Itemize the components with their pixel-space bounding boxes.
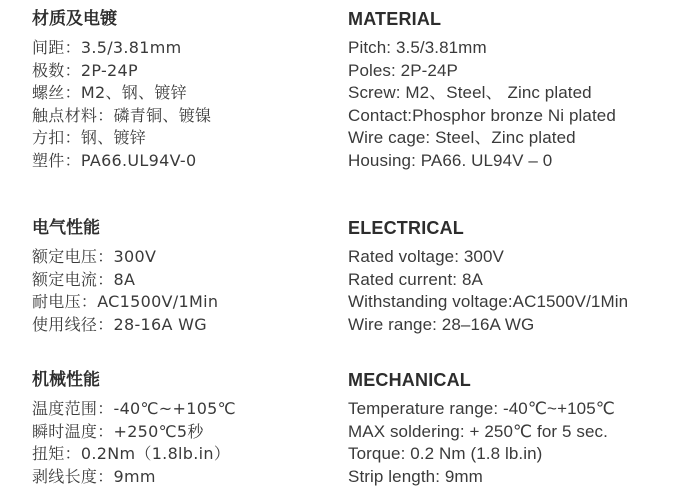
torque-spec-en: Torque: 0.2 Nm (1.8 lb.in) <box>348 444 543 463</box>
material-section-en <box>348 8 688 172</box>
wire-cage-spec-en: Wire cage: Steel、Zinc plated <box>348 128 576 147</box>
contact-spec-en: Contact:Phosphor bronze Ni plated <box>348 105 616 125</box>
soldering-spec-cn: 瞬时温度：+250℃5秒 <box>32 421 204 441</box>
torque-spec-cn: 扭矩：0.2Nm（1.8lb.in） <box>32 444 231 463</box>
rated-current-spec-cn: 额定电流：8A <box>32 269 136 289</box>
material-section-cn <box>32 8 332 172</box>
temperature-range-spec-en: Temperature range: -40℃~+105℃ <box>348 399 615 418</box>
housing-spec-en: Housing: PA66. UL94V – 0 <box>348 150 553 170</box>
rated-current-spec-en: Rated current: 8A <box>348 269 483 289</box>
pitch-spec-en: Pitch: 3.5/3.81mm <box>348 38 487 57</box>
strip-length-spec-en: Strip length: 9mm <box>348 466 483 486</box>
wire-range-spec-cn: 使用线径：28-16A WG <box>32 314 207 334</box>
strip-length-spec-cn: 剥线长度：9mm <box>32 466 156 486</box>
electrical-heading-cn: 电气性能 <box>32 218 100 238</box>
withstanding-voltage-spec-en: Withstanding voltage:AC1500V/1Min <box>348 292 629 311</box>
mechanical-section-en <box>348 369 688 488</box>
poles-spec-cn: 极数：2P-24P <box>32 60 138 80</box>
rated-voltage-spec-cn: 额定电压：300V <box>32 247 157 266</box>
soldering-spec-en: MAX soldering: + 250℃ for 5 sec. <box>348 421 608 441</box>
screw-spec-cn: 螺丝：M2、钢、镀锌 <box>32 83 187 102</box>
electrical-section-cn <box>32 217 332 336</box>
wire-range-spec-en: Wire range: 28–16A WG <box>348 314 535 334</box>
wire-cage-spec-cn: 方扣：钢、镀锌 <box>32 128 147 147</box>
mechanical-section-cn <box>32 369 332 488</box>
rated-voltage-spec-en: Rated voltage: 300V <box>348 247 504 266</box>
mechanical-heading-en: MECHANICAL <box>348 370 471 390</box>
pitch-spec-cn: 间距：3.5/3.81mm <box>32 38 182 57</box>
electrical-section-en <box>348 217 688 336</box>
contact-spec-cn: 触点材料：磷青铜、镀镍 <box>32 105 212 125</box>
withstanding-voltage-spec-cn: 耐电压：AC1500V/1Min <box>32 292 219 311</box>
electrical-heading-en: ELECTRICAL <box>348 218 464 238</box>
housing-spec-cn: 塑件：PA66.UL94V-0 <box>32 150 197 170</box>
temperature-range-spec-cn: 温度范围：-40℃~+105℃ <box>32 399 236 418</box>
material-heading-en: MATERIAL <box>348 9 442 29</box>
mechanical-heading-cn: 机械性能 <box>32 370 100 390</box>
poles-spec-en: Poles: 2P-24P <box>348 60 458 80</box>
material-heading-cn: 材质及电镀 <box>32 9 117 29</box>
screw-spec-en: Screw: M2、Steel、 Zinc plated <box>348 83 592 102</box>
